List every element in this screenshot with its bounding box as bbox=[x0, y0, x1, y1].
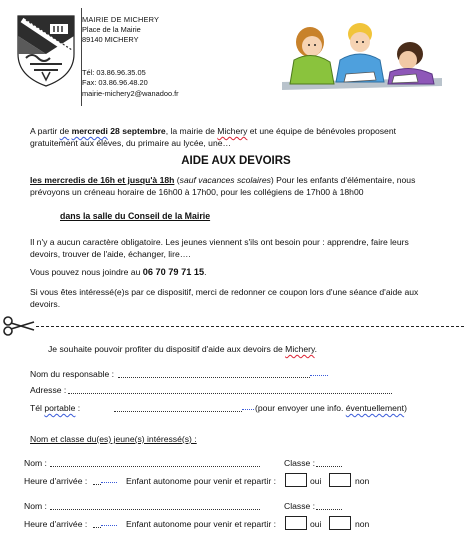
child-1-no-checkbox[interactable] bbox=[329, 473, 351, 487]
child-2-autonomous-label: Enfant autonome pour venir et repartir : bbox=[126, 519, 276, 529]
child-1-class-label: Classe : bbox=[284, 458, 316, 468]
child-2-name-label: Nom : bbox=[24, 501, 47, 511]
child-2-arrival-field[interactable] bbox=[93, 527, 101, 528]
location: dans la salle du Conseil de la Mairie bbox=[60, 211, 211, 221]
para1-line-2: devoirs, trouver de l'aide, échanger, lire…. bbox=[30, 249, 191, 259]
child-1-arrival-field[interactable] bbox=[93, 484, 101, 485]
address-label: Adresse : bbox=[30, 385, 67, 395]
para1-line-1: Il n'y a aucun caractère obligatoire. Les jeunes viennent s'ils ont besoin pour : apprendre, faire leurs bbox=[30, 237, 409, 247]
child-1-arrival-label: Heure d'arrivée : bbox=[24, 476, 88, 486]
children-homework-illustration bbox=[282, 12, 442, 102]
page-title: AIDE AUX DEVOIRS bbox=[181, 155, 291, 167]
para2-line-1: Si vous êtes intéressé(e)s par ce dispositif, merci de redonner ce coupon lors d'une séance d'aide aux bbox=[30, 287, 419, 297]
child-2-yes-checkbox[interactable] bbox=[285, 516, 307, 530]
mairie-fax: Fax: 03.86.96.48.20 bbox=[82, 78, 148, 87]
schedule-line-2: prévoyons un créneau horaire de 16h00 à 17h00, pour les collégiens de 17h00 à 18h00 bbox=[30, 187, 364, 197]
children-heading: Nom et classe du(es) jeune(s) intéressé(s) : bbox=[30, 434, 197, 444]
child-2-arrival-label: Heure d'arrivée : bbox=[24, 519, 88, 529]
child-1-name-field[interactable] bbox=[50, 466, 260, 467]
intro-line-2: gratuitement aux élèves, du primaire au lycée, une… bbox=[30, 138, 232, 148]
mairie-name: MAIRIE DE MICHERY bbox=[82, 15, 160, 24]
child-1-name-label: Nom : bbox=[24, 458, 47, 468]
child-1-yes-checkbox[interactable] bbox=[285, 473, 307, 487]
responsible-label: Nom du responsable : bbox=[30, 369, 115, 379]
tel-field[interactable] bbox=[114, 411, 242, 412]
child-2-name-field[interactable] bbox=[50, 509, 260, 510]
scissors-icon bbox=[2, 316, 36, 336]
mairie-address: Place de la Mairie bbox=[82, 25, 141, 34]
child-2-no-checkbox[interactable] bbox=[329, 516, 351, 530]
child-2-no-label: non bbox=[355, 519, 370, 529]
child-2-yes-label: oui bbox=[310, 519, 322, 529]
contact-line: Vous pouvez nous joindre au 06 70 79 71 15. bbox=[30, 267, 207, 277]
child-1-no-label: non bbox=[355, 476, 370, 486]
mairie-email: mairie-michery2@wanadoo.fr bbox=[82, 89, 179, 98]
intro-line-1: A partir de mercredi 28 septembre, la mairie de Michery et une équipe de bénévoles proposent bbox=[30, 126, 396, 136]
coupon-wish-line: Je souhaite pouvoir profiter du dispositif d'aide aux devoirs de Michery. bbox=[48, 344, 318, 354]
schedule-line-1: les mercredis de 16h et jusqu'à 18h (sauf vacances scolaires) Pour les enfants d'élémentaire, nous bbox=[30, 175, 416, 185]
tel-label: Tél portable : bbox=[30, 403, 81, 413]
mairie-postcode-city: 89140 MICHERY bbox=[82, 35, 139, 44]
tel-note: (pour envoyer une info. éventuellement) bbox=[255, 403, 407, 413]
cut-line bbox=[36, 326, 464, 327]
child-1-autonomous-label: Enfant autonome pour venir et repartir : bbox=[126, 476, 276, 486]
child-1-yes-label: oui bbox=[310, 476, 322, 486]
para2-line-2: devoirs. bbox=[30, 299, 61, 309]
responsible-field[interactable] bbox=[118, 377, 310, 378]
address-field[interactable] bbox=[68, 393, 392, 394]
child-2-class-field[interactable] bbox=[316, 509, 342, 510]
child-1-class-field[interactable] bbox=[316, 466, 342, 467]
coat-of-arms-logo bbox=[16, 14, 76, 88]
mairie-phone: Tél: 03.86.96.35.05 bbox=[82, 68, 146, 77]
child-2-class-label: Classe : bbox=[284, 501, 316, 511]
